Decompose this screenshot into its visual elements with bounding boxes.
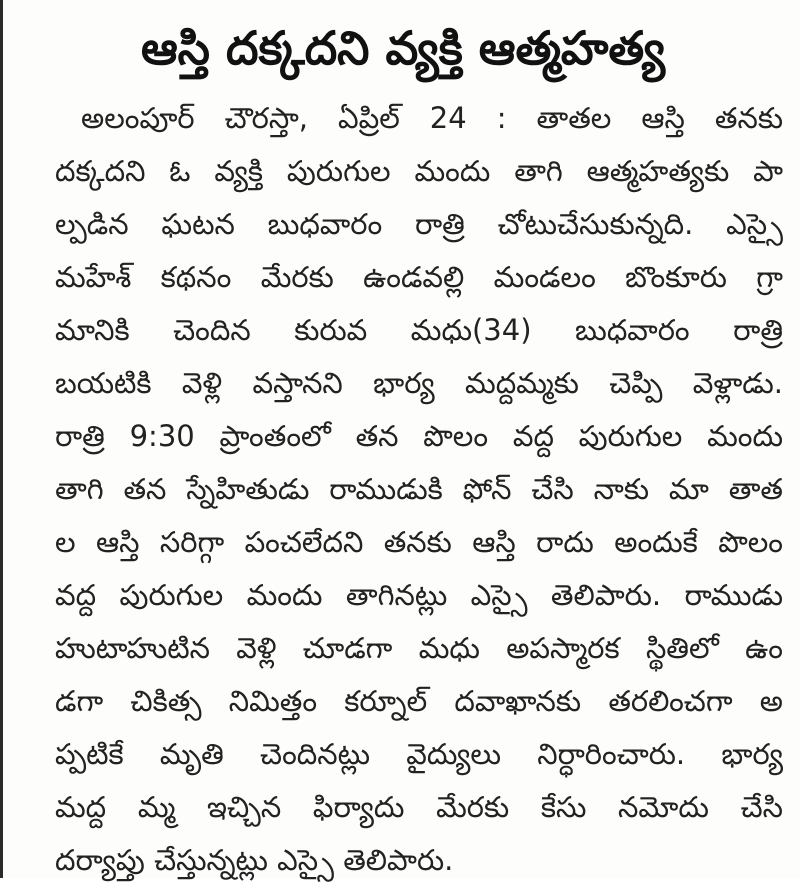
article-line: దర్యాప్తు చేస్తున్నట్లు ఎస్సై తెలిపారు. [55, 843, 454, 877]
article-line: తాగి తన స్నేహితుడు రాముడుకి ఫోన్ చేసి నాకు మా తాత [55, 472, 783, 506]
article-line: ల్పడిన ఘటన బుధవారం రాత్రి చోటుచేసుకున్నది. ఎస్సై [55, 207, 783, 241]
article-headline: ఆస్తి దక్కదని వ్యక్తి ఆత్మహత్య [140, 21, 666, 75]
article-line: మానికి చెందిన కురువ మధు(34) బుధవారం రాత్రి [55, 313, 783, 347]
article-line: డగా చికిత్స నిమిత్తం కర్నూల్ దవాఖానకు తరలించగా అ [55, 684, 783, 718]
article-line: అలంపూర్ చౌరస్తా, ఏప్రిల్ 24 : తాతల ఆస్తి తనకు [81, 101, 783, 135]
article-line: మద్ద మ్మ ఇచ్చిన ఫిర్యాదు మేరకు కేసు నమోదు చేసి [55, 790, 783, 824]
article-line: వద్ద పురుగుల మందు తాగినట్లు ఎస్సై తెలిపారు. రాముడు [55, 578, 783, 612]
article-line: హుటాహుటిన వెళ్లి చూడగా మధు అపస్మారక స్థితిలో ఉం [55, 631, 783, 665]
article-line: ల ఆస్తి సరిగ్గా పంచలేదని తనకు ఆస్తి రాదు అందుకే పొలం [55, 525, 783, 559]
article-line: బయటికి వెళ్లి వస్తానని భార్య మద్దమ్మకు చెప్పి వెళ్లాడు. [55, 366, 783, 400]
article-line: మహేశ్ కథనం మేరకు ఉండవల్లి మండలం బొంకూరు గ్రా [55, 260, 783, 294]
article-line: ప్పటికే మృతి చెందినట్లు వైద్యులు నిర్ధారించారు. భార్య [55, 737, 783, 771]
article-line: దక్కదని ఓ వ్యక్తి పురుగుల మందు తాగి ఆత్మహత్యకు పా [55, 154, 783, 188]
article-body [55, 92, 783, 887]
article-line: రాత్రి 9:30 ప్రాంతంలో తన పొలం వద్ద పురుగుల మందు [55, 419, 783, 453]
